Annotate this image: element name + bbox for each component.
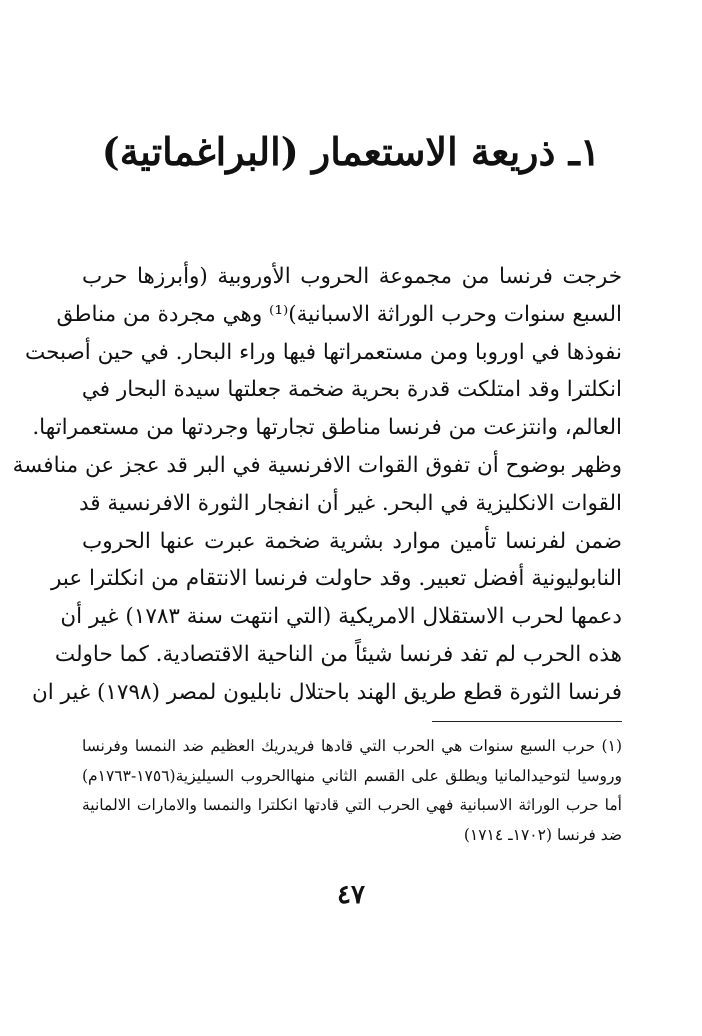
footnote-line: ضد فرنسا (١٧٠٢ـ ١٧١٤) (463, 825, 622, 844)
page-number: ٤٧ (337, 880, 365, 910)
paragraph-line: السبع سنوات وحرب الوراثة الاسبانية)⁽¹⁾ وهي مجردة من مناطق (56, 301, 622, 327)
footnote-line: وروسيا لتوحيدالمانيا ويطلق على القسم الثاني منهاالحروب السيليزية(١٧٥٦-١٧٦٣م) (82, 766, 622, 785)
paragraph-line: هذه الحرب لم تفد فرنسا شيئاً من الناحية الاقتصادية. كما حاولت (54, 641, 622, 667)
footnote-line: أما حرب الوراثة الاسبانية فهي الحرب التي قادتها انكلترا والنمسا والامارات الالمانية (82, 796, 622, 814)
paragraph-line: العالم، وانتزعت من فرنسا مناطق تجارتها وجردتها من مستعمراتها. (32, 415, 622, 441)
paragraph-line: نفوذها في اوروبا ومن مستعمراتها فيها وراء البحار. في حين أصبحت (25, 339, 622, 365)
paragraph-line: النابوليونية أفضل تعبير. وقد حاولت فرنسا الانتقام من انكلترا عبر (51, 566, 622, 592)
paragraph-line: انكلترا وقد امتلكت قدرة بحرية ضخمة جعلتها سيدة البحار في (81, 377, 622, 403)
paragraph-line: ضمن لفرنسا تأمين موارد بشرية ضخمة عبرت عنها الحروب (82, 528, 622, 554)
paragraph-line: دعمها لحرب الاستقلال الامريكية (التي انتهت سنة ١٧٨٣) غير أن (60, 604, 622, 630)
chapter-title: ١ـ ذريعة الاستعمار (البراغماتية) (101, 129, 601, 174)
main-paragraph (12, 258, 622, 712)
footnotes (82, 732, 622, 850)
footnote-separator (432, 721, 622, 722)
paragraph-line: فرنسا الثورة قطع طريق الهند باحتلال نابليون لمصر (١٧٩٨) غير ان (31, 679, 622, 705)
paragraph-line: وظهر بوضوح أن تفوق القوات الافرنسية في البر قد عجز عن منافسة (12, 452, 622, 478)
paragraph-line: خرجت فرنسا من مجموعة الحروب الأوروبية (وأبرزها حرب (82, 264, 622, 289)
footnote-line: (١) حرب السبع سنوات هي الحرب التي قادها فريدريك العظيم ضد النمسا وفرنسا (82, 737, 622, 755)
paragraph-line: القوات الانكليزية في البحر. غير أن انفجار الثورة الافرنسية قد (79, 490, 622, 516)
